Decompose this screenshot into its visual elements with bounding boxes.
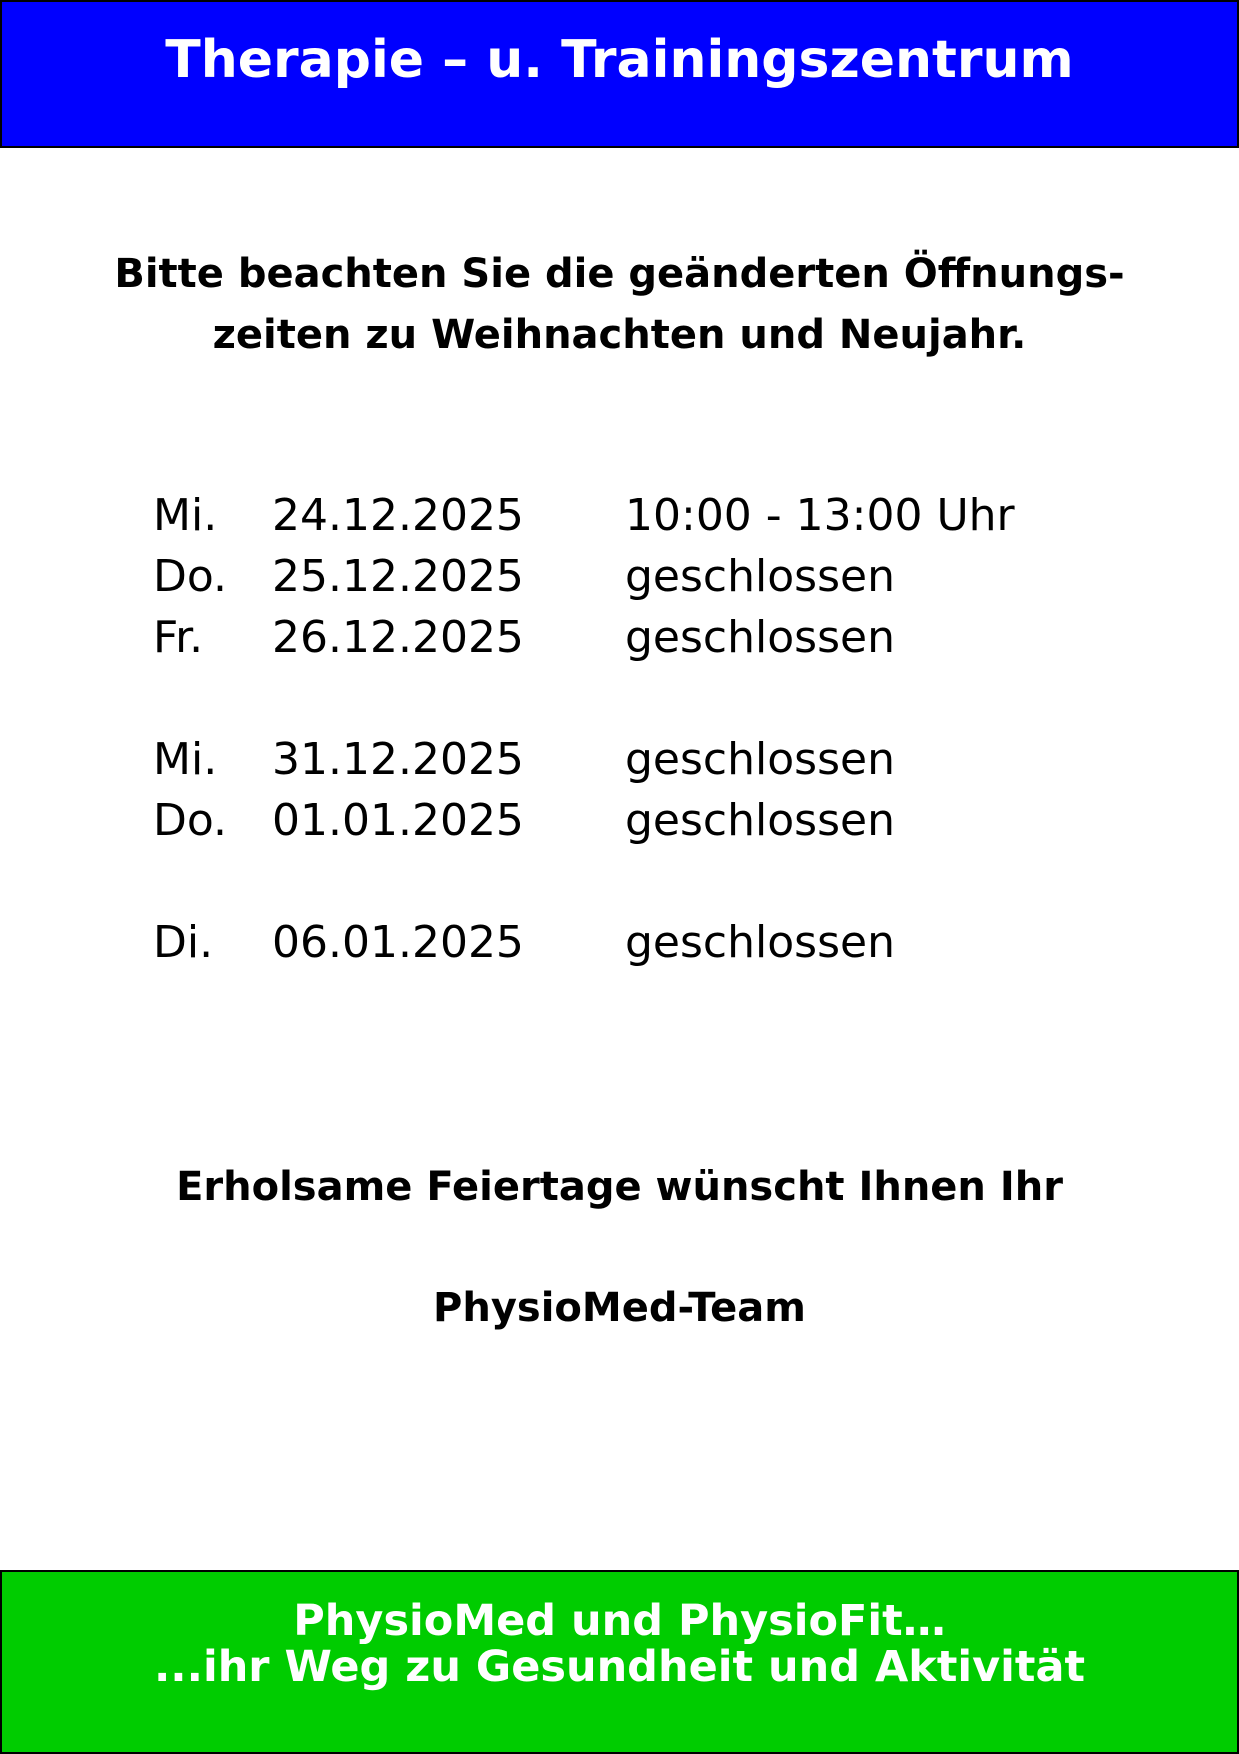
schedule-day: Do. — [153, 795, 228, 846]
schedule-day: Di. — [153, 917, 214, 968]
schedule-status: 10:00 - 13:00 Uhr — [625, 490, 1015, 541]
closing-greeting: Erholsame Feiertage wünscht Ihnen Ihr — [176, 1164, 1063, 1210]
schedule-status: geschlossen — [625, 551, 895, 602]
schedule-status: geschlossen — [625, 612, 895, 663]
schedule-status: geschlossen — [625, 734, 895, 785]
notice-line-1: Bitte beachten Sie die geänderten Öffnungs- — [114, 251, 1125, 297]
schedule-day: Do. — [153, 551, 228, 602]
team-signature: PhysioMed-Team — [433, 1285, 806, 1331]
schedule-day: Mi. — [153, 734, 218, 785]
schedule-date: 31.12.2025 — [272, 734, 524, 785]
schedule-day: Fr. — [153, 612, 204, 663]
schedule-date: 24.12.2025 — [272, 490, 524, 541]
schedule-date: 06.01.2025 — [272, 917, 524, 968]
notice-line-2: zeiten zu Weihnachten und Neujahr. — [212, 312, 1027, 358]
notice-text — [0, 244, 1239, 366]
footer-line-2: ...ihr Weg zu Gesundheit und Aktivität — [153, 1642, 1086, 1692]
footer-banner — [0, 1570, 1239, 1754]
header-title: Therapie – u. Trainingszentrum — [165, 30, 1074, 90]
header-banner — [0, 0, 1239, 148]
schedule-status: geschlossen — [625, 795, 895, 846]
schedule-date: 01.01.2025 — [272, 795, 524, 846]
footer-line-1: PhysioMed und PhysioFit… — [293, 1596, 946, 1646]
schedule-date: 25.12.2025 — [272, 551, 524, 602]
schedule-date: 26.12.2025 — [272, 612, 524, 663]
schedule-day: Mi. — [153, 490, 218, 541]
schedule-status: geschlossen — [625, 917, 895, 968]
